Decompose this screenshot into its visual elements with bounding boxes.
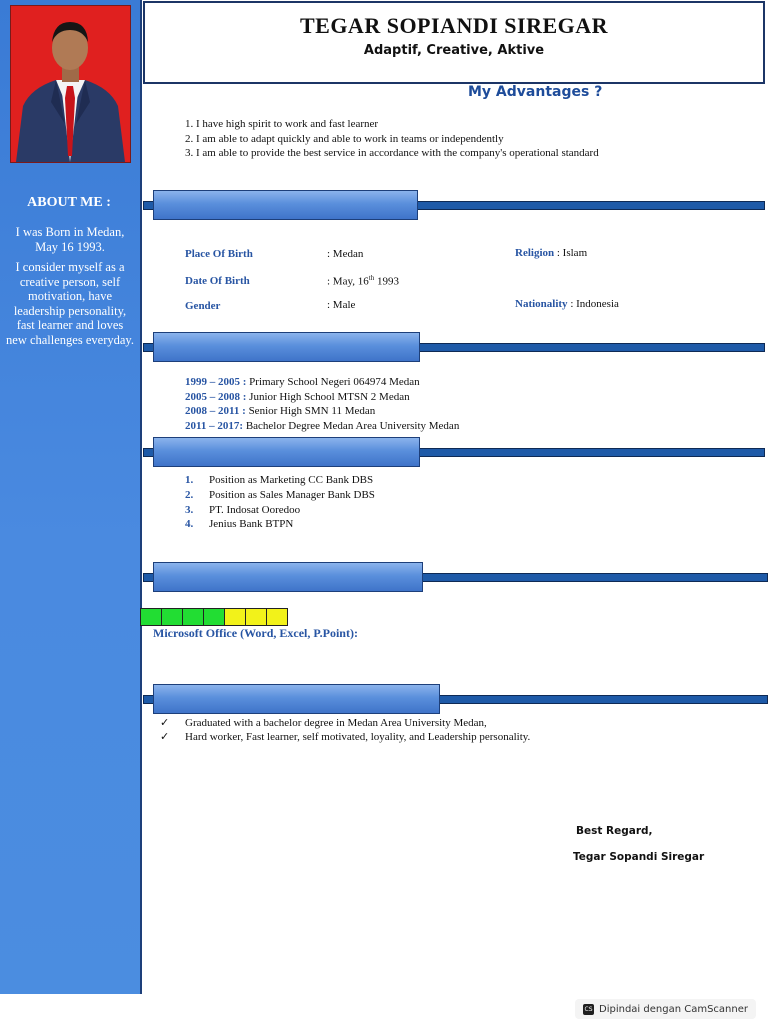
advantage-item: 3. I am able to provide the best service in accordance with the company's operational standard — [185, 147, 599, 159]
advantages-list — [185, 117, 599, 161]
section-bar-tab — [153, 562, 423, 592]
section-bar-tab — [153, 684, 440, 714]
about-me-paragraph: I was Born in Medan, May 16 1993. — [15, 225, 125, 254]
camscanner-watermark — [575, 999, 756, 1019]
education-item: 2008 – 2011 : Senior High SMN 11 Medan — [185, 405, 376, 417]
place-of-birth-value: : Medan — [327, 248, 364, 260]
profile-photo — [10, 5, 131, 163]
camscanner-text: Dipindai dengan CamScanner — [599, 1003, 748, 1015]
checkmark-icon: ✓ — [160, 731, 170, 743]
section-bar-summary — [143, 684, 768, 714]
nationality-value: : Indonesia — [567, 298, 619, 310]
nationality-field — [515, 298, 619, 310]
education-item: 2005 – 2008 : Junior High School MTSN 2 Medan — [185, 390, 410, 403]
camscanner-logo-icon: CS — [584, 1005, 593, 1013]
skill-level-box — [140, 608, 162, 626]
summary-item: ✓ Hard worker, Fast learner, self motivated, loyality, and Leadership personality. — [160, 731, 531, 743]
section-bar-tab — [153, 190, 418, 220]
section-bar-personal — [143, 190, 765, 220]
religion-value: : Islam — [554, 247, 588, 259]
religion-label: Religion — [515, 247, 555, 259]
gender-value: : Male — [327, 299, 356, 311]
skill-level-box — [266, 608, 288, 626]
experience-item: 3. PT. Indosat Ooredoo — [185, 503, 301, 516]
skill-level-box — [203, 608, 225, 626]
skill-level-box — [182, 608, 204, 626]
section-bar-tab — [153, 332, 420, 362]
religion-field — [515, 247, 587, 259]
candidate-name: TEGAR SOPIANDI SIREGAR — [299, 13, 609, 38]
advantages-title: My Advantages ? — [468, 84, 603, 100]
place-of-birth-label: Place Of Birth — [185, 248, 253, 260]
person-portrait-icon — [11, 6, 130, 162]
candidate-tagline: Adaptif, Creative, Aktive — [363, 43, 545, 58]
experience-item: 4. Jenius Bank BTPN — [185, 518, 294, 531]
advantage-item: 2. I am able to adapt quickly and able to work in teams or independently — [185, 132, 504, 145]
about-me-paragraph: I consider myself as a creative person, self motivation, have leadership personality, fast learner and loves new challenges everyday. — [6, 260, 134, 347]
experience-item: 1. Position as Marketing CC Bank DBS — [185, 474, 374, 486]
nationality-label: Nationality — [515, 298, 568, 310]
summary-item: ✓ Graduated with a bachelor degree in Medan Area University Medan, — [160, 717, 487, 729]
closing-signature: Tegar Sopandi Siregar — [573, 851, 705, 863]
education-item: 2011 – 2017: Bachelor Degree Medan Area University Medan — [185, 419, 460, 432]
section-bar-education — [143, 332, 765, 362]
summary-list — [160, 716, 530, 744]
education-list — [185, 375, 459, 433]
about-me-title: ABOUT ME : — [27, 195, 111, 210]
date-of-birth-label: Date Of Birth — [185, 275, 250, 287]
skill-level-meter — [140, 608, 287, 626]
experience-item: 2. Position as Sales Manager Bank DBS — [185, 488, 375, 501]
advantage-item: 1. I have high spirit to work and fast learner — [185, 118, 379, 130]
skill-label: Microsoft Office (Word, Excel, P.Point): — [153, 626, 358, 640]
sidebar — [0, 0, 142, 994]
resume-header — [143, 1, 765, 84]
about-me-text — [6, 225, 134, 353]
experience-list — [185, 473, 375, 532]
section-bar-skills — [143, 562, 768, 592]
section-bar-experience — [143, 437, 765, 467]
gender-label: Gender — [185, 300, 221, 312]
skill-level-box — [245, 608, 267, 626]
skill-level-box — [161, 608, 183, 626]
section-bar-tab — [153, 437, 420, 467]
closing-regards: Best Regard, — [576, 825, 653, 837]
education-item: 1999 – 2005 : Primary School Negeri 064974 Medan — [185, 376, 420, 388]
checkmark-icon: ✓ — [160, 717, 170, 729]
date-of-birth-value: : May, 16th 1993 — [327, 274, 399, 288]
skill-level-box — [224, 608, 246, 626]
